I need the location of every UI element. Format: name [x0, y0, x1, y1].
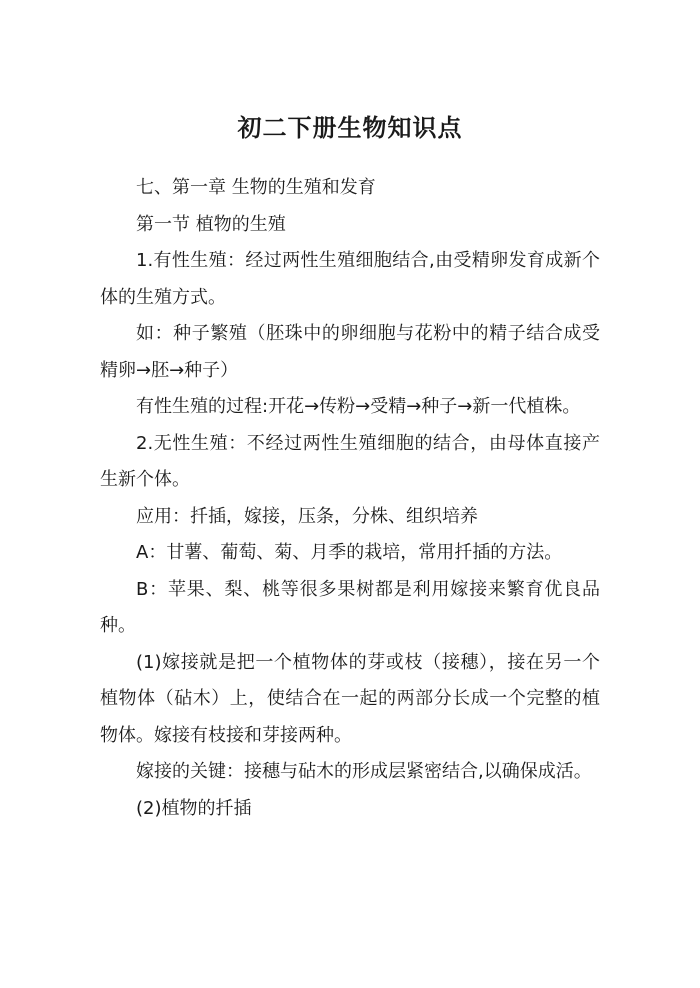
paragraph-cutting: (2)植物的扦插: [136, 797, 252, 819]
paragraph-example-a: A：甘薯、葡萄、菊、月季的栽培，常用扦插的方法。: [136, 542, 563, 563]
paragraph-seed-example: 如：种子繁殖（胚珠中的卵细胞与花粉中的精子结合成受精卵→胚→种子）: [100, 323, 600, 381]
document-body: [100, 170, 600, 827]
chapter-heading: 七、第一章 生物的生殖和发育: [136, 177, 376, 198]
paragraph-asexual-reproduction: 2.无性生殖：不经过两性生殖细胞的结合，由母体直接产生新个体。: [100, 432, 600, 490]
paragraph-grafting-key: 嫁接的关键：接穗与砧木的形成层紧密结合,以确保成活。: [136, 761, 592, 782]
document-title: 初二下册生物知识点: [237, 114, 463, 142]
paragraph-applications: 应用：扦插，嫁接，压条，分株、组织培养: [136, 505, 478, 527]
paragraph-sexual-reproduction: 1.有性生殖：经过两性生殖细胞结合,由受精卵发育成新个体的生殖方式。: [100, 250, 600, 308]
paragraph-sexual-process: 有性生殖的过程:开花→传粉→受精→种子→新一代植株。: [136, 396, 581, 417]
paragraph-grafting: (1)嫁接就是把一个植物体的芽或枝（接穗），接在另一个植物体（砧木）上，使结合在一起的两部分长成一个完整的植物体。嫁接有枝接和芽接两种。: [100, 651, 600, 746]
paragraph-example-b: B：苹果、梨、桃等很多果树都是利用嫁接来繁育优良品种。: [100, 578, 600, 636]
section-heading: 第一节 植物的生殖: [136, 213, 286, 235]
